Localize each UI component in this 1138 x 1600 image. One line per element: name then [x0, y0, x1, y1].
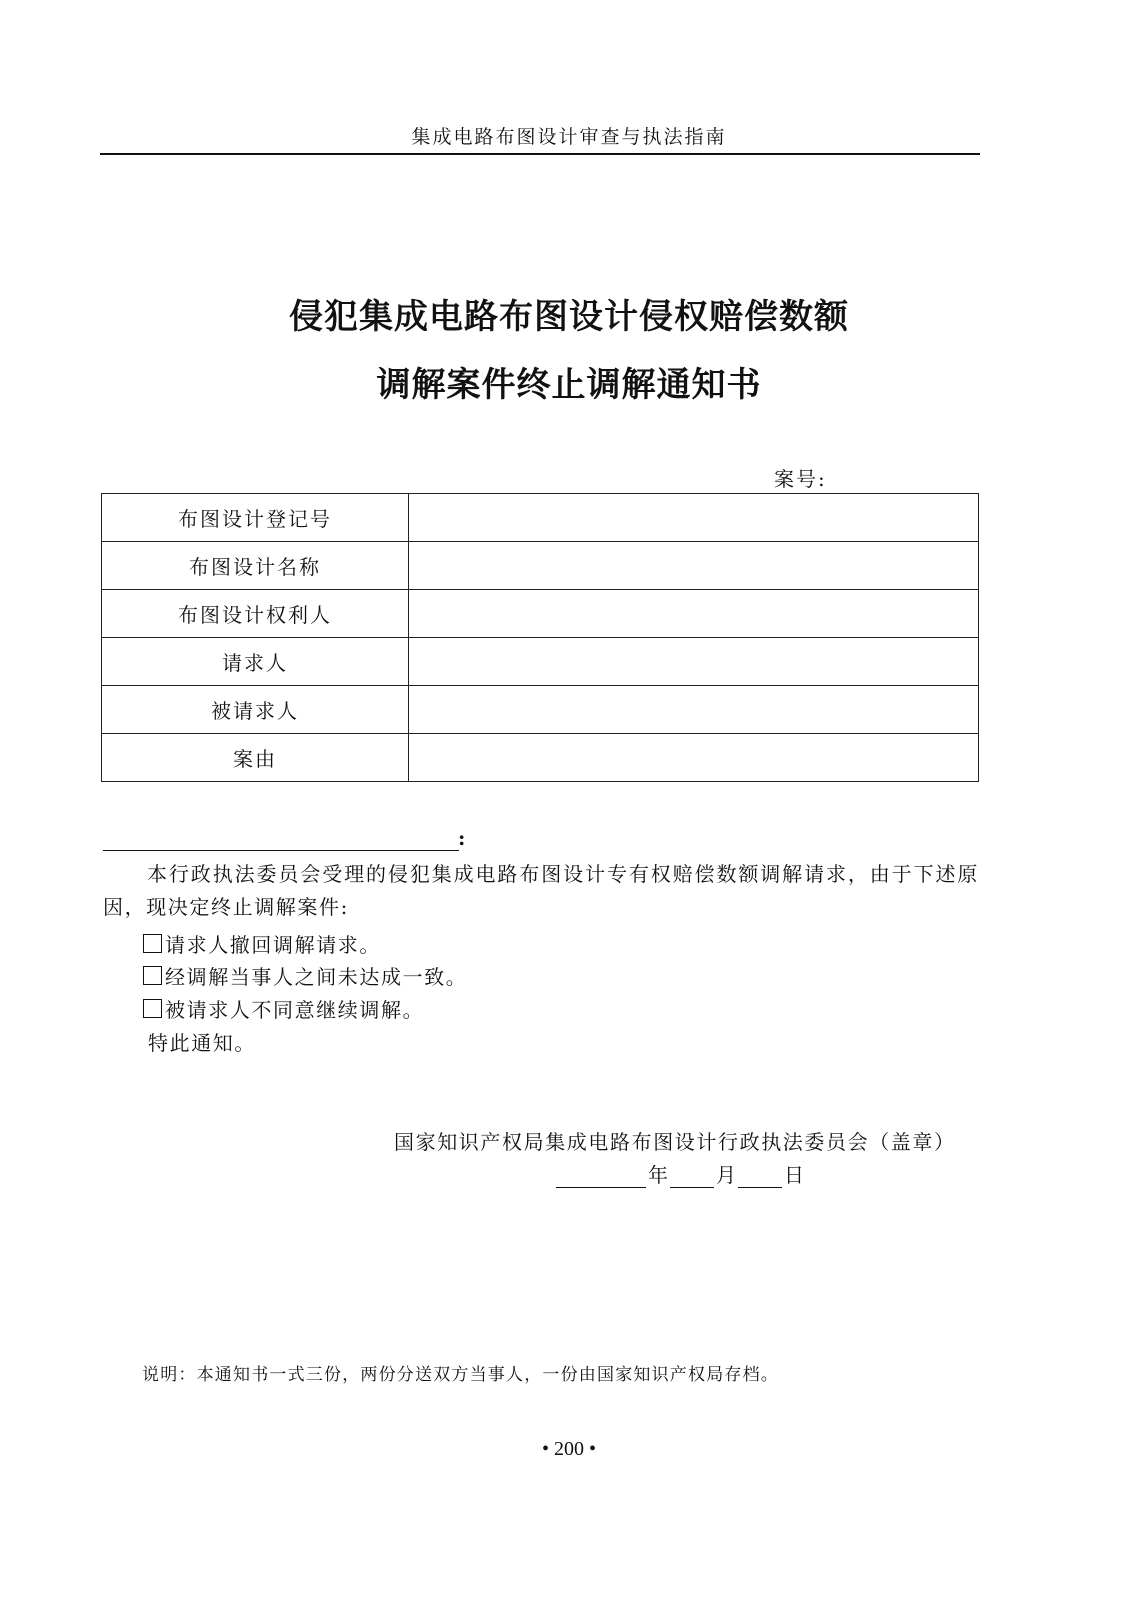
checkbox-icon: [143, 934, 162, 953]
row-label-registration-number: 布图设计登记号: [102, 494, 409, 542]
row-value-right-holder: [409, 590, 979, 638]
row-label-right-holder: 布图设计权利人: [102, 590, 409, 638]
day-unit: 日: [784, 1163, 804, 1187]
case-number-label: 案号:: [774, 467, 827, 491]
row-label-case-cause: 案由: [102, 734, 409, 782]
year-blank: [556, 1165, 646, 1188]
reason-option-no-agreement: [143, 961, 467, 990]
reason-option-withdrawn: [143, 929, 381, 958]
row-value-requester: [409, 638, 979, 686]
checkbox-icon: [143, 966, 162, 985]
table-row: [102, 494, 979, 542]
notice-body-paragraph: 本行政执法委员会受理的侵犯集成电路布图设计专有权赔偿数额调解请求，由于下述原因，现决定终止调解案件:: [103, 862, 979, 919]
reason-option-label: 被请求人不同意继续调解。: [165, 998, 425, 1022]
checkbox-icon: [143, 999, 162, 1018]
table-row: [102, 734, 979, 782]
day-blank: [738, 1165, 782, 1188]
row-value-respondent: [409, 686, 979, 734]
addressee-blank-line: [103, 850, 459, 851]
document-title-line-1: 侵犯集成电路布图设计侵权赔偿数额: [289, 297, 849, 337]
row-label-respondent: 被请求人: [102, 686, 409, 734]
month-unit: 月: [716, 1163, 736, 1187]
issuer-signature: 国家知识产权局集成电路布图设计行政执法委员会（盖章）: [394, 1130, 956, 1154]
header-rule: [100, 153, 980, 155]
page-number: • 200 •: [541, 1438, 596, 1460]
addressee-colon: :: [458, 826, 466, 850]
month-blank: [670, 1165, 714, 1188]
row-value-registration-number: [409, 494, 979, 542]
case-info-table: [101, 493, 979, 782]
closing-text: 特此通知。: [148, 1031, 256, 1055]
reason-option-label: 经调解当事人之间未达成一致。: [165, 965, 468, 989]
row-label-design-name: 布图设计名称: [102, 542, 409, 590]
table-row: [102, 542, 979, 590]
document-title-line-2: 调解案件终止调解通知书: [376, 365, 762, 405]
table-row: [102, 638, 979, 686]
footnote-note: 说明：本通知书一式三份，两份分送双方当事人，一份由国家知识产权局存档。: [142, 1365, 779, 1385]
year-unit: 年: [648, 1163, 668, 1187]
reason-option-respondent-refuses: [143, 994, 424, 1023]
row-value-case-cause: [409, 734, 979, 782]
row-label-requester: 请求人: [102, 638, 409, 686]
running-header: 集成电路布图设计审查与执法指南: [411, 126, 727, 148]
date-row: [556, 1159, 806, 1188]
reason-option-label: 请求人撤回调解请求。: [165, 933, 381, 957]
table-row: [102, 686, 979, 734]
table-row: [102, 590, 979, 638]
row-value-design-name: [409, 542, 979, 590]
